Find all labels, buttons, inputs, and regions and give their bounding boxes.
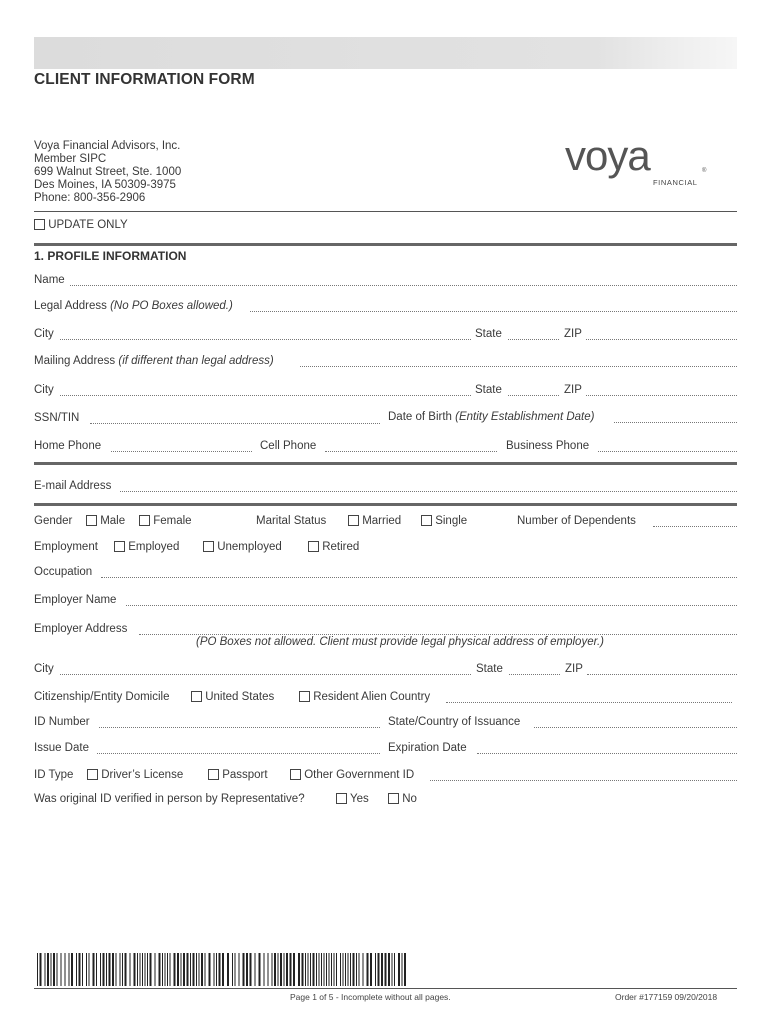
employer-address-field[interactable] (139, 634, 737, 635)
barcode-bar (381, 953, 383, 986)
occupation-field[interactable] (101, 577, 737, 578)
cell-phone-label: Cell Phone (260, 440, 317, 452)
barcode-bar (122, 953, 123, 986)
employed-checkbox[interactable] (114, 541, 125, 552)
section-title: 1. PROFILE INFORMATION (34, 249, 187, 263)
barcode-bar (239, 953, 240, 986)
page-title: CLIENT INFORMATION FORM (34, 71, 255, 88)
married-checkbox[interactable] (348, 515, 359, 526)
barcode-bar (310, 953, 311, 986)
barcode-bar (259, 953, 261, 986)
barcode-bar (61, 953, 62, 986)
passport-checkbox[interactable] (208, 769, 219, 780)
barcode-bar (378, 953, 380, 986)
barcode-bar (112, 953, 114, 986)
barcode-bar (286, 953, 288, 986)
barcode-bar (142, 953, 143, 986)
barcode-bar (125, 953, 127, 986)
barcode-bar (345, 953, 346, 986)
footer-divider (34, 988, 737, 989)
barcode-bar (106, 953, 107, 986)
barcode-bar (93, 953, 95, 986)
issue-date-field[interactable] (97, 753, 380, 754)
dependents-label: Number of Dependents (517, 515, 636, 527)
logo-wordmark: voya (565, 132, 650, 179)
barcode-bar (177, 953, 179, 986)
barcode-bar (150, 953, 152, 986)
barcode-bar (388, 953, 390, 986)
other-id-option[interactable]: Other Government ID (290, 769, 414, 781)
legal-address-field[interactable] (250, 311, 737, 312)
barcode-bar (199, 953, 200, 986)
barcode-bar (324, 953, 325, 986)
marital-status-label: Marital Status (256, 515, 327, 527)
barcode-bar (392, 953, 393, 986)
cell-phone-field[interactable] (325, 451, 497, 452)
retired-checkbox[interactable] (308, 541, 319, 552)
barcode-bar (155, 953, 156, 986)
barcode-bar (331, 953, 332, 986)
barcode-bar (201, 953, 203, 986)
barcode-bar (404, 953, 406, 986)
state-label: State (475, 328, 502, 340)
employer-zip-label: ZIP (565, 663, 583, 675)
footer-page: Page 1 of 5 - Incomplete without all pages. (290, 992, 451, 1002)
barcode-bar (274, 953, 276, 986)
barcode-bar (209, 953, 211, 986)
dob-field[interactable] (614, 422, 737, 423)
barcode-bar (96, 953, 97, 986)
barcode-bar (375, 953, 376, 986)
section-divider (34, 243, 737, 246)
barcode-bar (222, 953, 224, 986)
barcode-bar (103, 953, 105, 986)
issuance-field[interactable] (534, 727, 737, 728)
update-only-label: UPDATE ONLY (48, 219, 128, 231)
barcode-bar (313, 953, 315, 986)
barcode-bar (45, 953, 46, 986)
barcode-bar (145, 953, 146, 986)
barcode-bar (82, 953, 83, 986)
barcode (37, 953, 408, 986)
barcode-bar (394, 953, 395, 986)
gender-female-option[interactable]: Female (139, 515, 192, 527)
barcode-bar (37, 953, 38, 986)
barcode-bar (246, 953, 248, 986)
barcode-bar (159, 953, 161, 986)
dob-label: Date of Birth (Entity Establishment Date) (388, 411, 595, 423)
id-number-label: ID Number (34, 716, 90, 728)
employer-name-field[interactable] (126, 605, 737, 606)
barcode-bar (272, 953, 273, 986)
barcode-bar (356, 953, 357, 986)
home-phone-field[interactable] (111, 451, 252, 452)
verified-no-checkbox[interactable] (388, 793, 399, 804)
divider (34, 503, 737, 506)
employer-name-label: Employer Name (34, 594, 117, 606)
barcode-bar (343, 953, 344, 986)
barcode-bar (370, 953, 372, 986)
male-checkbox[interactable] (86, 515, 97, 526)
barcode-bar (305, 953, 306, 986)
other-id-field[interactable] (430, 780, 737, 781)
barcode-bar (109, 953, 111, 986)
barcode-bar (329, 953, 330, 986)
barcode-bar (167, 953, 168, 986)
legal-address-label: Legal Address (No PO Boxes allowed.) (34, 300, 233, 312)
logo-subtitle: FINANCIAL (653, 178, 698, 187)
barcode-bar (293, 953, 295, 986)
business-phone-label: Business Phone (506, 440, 590, 452)
barcode-bar (181, 953, 182, 986)
footer-order: Order #177159 09/20/2018 (615, 992, 718, 1002)
unemployed-checkbox[interactable] (203, 541, 214, 552)
zip-field[interactable] (586, 339, 737, 340)
barcode-bar (140, 953, 141, 986)
gender-label: Gender (34, 515, 73, 527)
barcode-bar (47, 953, 49, 986)
barcode-bar (219, 953, 221, 986)
married-option[interactable]: Married (348, 515, 401, 527)
barcode-bar (326, 953, 327, 986)
mailing-city-label: City (34, 384, 54, 396)
barcode-bar (134, 953, 136, 986)
barcode-bar (367, 953, 369, 986)
barcode-bar (290, 953, 292, 986)
id-number-field[interactable] (99, 727, 380, 728)
ssn-label: SSN/TIN (34, 412, 80, 424)
city-field[interactable] (60, 339, 471, 340)
barcode-bar (65, 953, 66, 986)
barcode-bar (216, 953, 217, 986)
company-phone: Phone: 800-356-2906 (34, 192, 146, 204)
barcode-bar (53, 953, 55, 986)
barcode-bar (79, 953, 81, 986)
barcode-bar (363, 953, 364, 986)
zip-label: ZIP (564, 328, 582, 340)
barcode-bar (280, 953, 282, 986)
barcode-bar (190, 953, 191, 986)
barcode-bar (264, 953, 265, 986)
company-city: Des Moines, IA 50309-3975 (34, 179, 176, 191)
barcode-bar (57, 953, 58, 986)
employer-state-field[interactable] (509, 674, 560, 675)
barcode-bar (398, 953, 400, 986)
other-id-checkbox[interactable] (290, 769, 301, 780)
barcode-bar (350, 953, 351, 986)
registered-mark-icon: ® (702, 168, 707, 174)
home-phone-label: Home Phone (34, 440, 102, 452)
barcode-bar (69, 953, 70, 986)
barcode-bar (130, 953, 131, 986)
barcode-bar (116, 953, 117, 986)
barcode-bar (334, 953, 335, 986)
barcode-bar (298, 953, 300, 986)
drivers-license-option[interactable]: Driver’s License (87, 769, 183, 781)
business-phone-field[interactable] (598, 451, 737, 452)
citizenship-label: Citizenship/Entity Domicile (34, 691, 170, 703)
barcode-bar (120, 953, 121, 986)
barcode-bar (205, 953, 206, 986)
resident-alien-checkbox[interactable] (299, 691, 310, 702)
barcode-bar (187, 953, 189, 986)
mailing-address-field[interactable] (300, 366, 737, 367)
barcode-bar (89, 953, 90, 986)
barcode-bar (402, 953, 403, 986)
barcode-bar (147, 953, 148, 986)
barcode-bar (137, 953, 138, 986)
barcode-bar (348, 953, 349, 986)
barcode-bar (316, 953, 317, 986)
employed-option[interactable]: Employed (114, 541, 179, 553)
email-field[interactable] (120, 491, 737, 492)
expiration-date-label: Expiration Date (388, 742, 467, 754)
dependents-field[interactable] (653, 526, 737, 527)
barcode-bar (340, 953, 341, 986)
verified-yes-checkbox[interactable] (336, 793, 347, 804)
barcode-bar (359, 953, 360, 986)
employment-label: Employment (34, 541, 98, 553)
barcode-bar (243, 953, 245, 986)
barcode-bar (235, 953, 236, 986)
mailing-city-field[interactable] (60, 395, 471, 396)
barcode-bar (51, 953, 52, 986)
mailing-zip-field[interactable] (586, 395, 737, 396)
employer-city-label: City (34, 663, 54, 675)
single-checkbox[interactable] (421, 515, 432, 526)
company-member: Member SIPC (34, 153, 107, 165)
verified-label: Was original ID verified in person by Representative? (34, 793, 305, 805)
employer-address-label: Employer Address (34, 623, 128, 635)
issue-date-label: Issue Date (34, 742, 89, 754)
voya-logo (565, 132, 725, 188)
employer-address-note: (PO Boxes not allowed. Client must provide legal physical address of employer.) (196, 636, 605, 648)
barcode-bar (336, 953, 337, 986)
barcode-bar (321, 953, 322, 986)
barcode-bar (76, 953, 77, 986)
name-label: Name (34, 274, 65, 286)
barcode-bar (71, 953, 73, 986)
barcode-bar (193, 953, 195, 986)
drivers-license-checkbox[interactable] (87, 769, 98, 780)
gender-male-option[interactable]: Male (86, 515, 125, 527)
barcode-bar (268, 953, 269, 986)
company-street: 699 Walnut Street, Ste. 1000 (34, 166, 182, 178)
resident-alien-country-field[interactable] (446, 702, 732, 703)
female-checkbox[interactable] (139, 515, 150, 526)
barcode-bar (353, 953, 355, 986)
expiration-date-field[interactable] (477, 753, 737, 754)
passport-option[interactable]: Passport (208, 769, 268, 781)
id-type-label: ID Type (34, 769, 74, 781)
barcode-bar (284, 953, 285, 986)
employer-state-label: State (476, 663, 503, 675)
barcode-bar (250, 953, 252, 986)
barcode-bar (165, 953, 166, 986)
barcode-bar (227, 953, 229, 986)
barcode-bar (183, 953, 185, 986)
barcode-bar (319, 953, 320, 986)
email-label: E-mail Address (34, 480, 112, 492)
company-name: Voya Financial Advisors, Inc. (34, 140, 181, 152)
occupation-label: Occupation (34, 566, 93, 578)
issuance-label: State/Country of Issuance (388, 716, 521, 728)
barcode-bar (170, 953, 171, 986)
verified-no-option[interactable]: No (388, 793, 417, 805)
retired-option[interactable]: Retired (308, 541, 359, 553)
unemployed-option[interactable]: Unemployed (203, 541, 282, 553)
resident-alien-option[interactable]: Resident Alien Country (299, 691, 430, 703)
barcode-bar (278, 953, 279, 986)
update-only-checkbox[interactable] (34, 219, 45, 230)
barcode-bar (308, 953, 309, 986)
ssn-field[interactable] (90, 423, 380, 424)
barcode-bar (302, 953, 304, 986)
divider (34, 462, 737, 465)
name-field[interactable] (70, 285, 737, 286)
update-only-option[interactable] (34, 219, 128, 231)
barcode-bar (100, 953, 101, 986)
mailing-state-field[interactable] (508, 395, 559, 396)
single-option[interactable]: Single (421, 515, 467, 527)
verified-yes-option[interactable]: Yes (336, 793, 369, 805)
employer-zip-field[interactable] (587, 674, 737, 675)
united-states-checkbox[interactable] (191, 691, 202, 702)
mailing-zip-label: ZIP (564, 384, 582, 396)
employer-city-field[interactable] (60, 674, 471, 675)
header-banner (34, 37, 737, 69)
barcode-bar (162, 953, 163, 986)
barcode-bar (255, 953, 256, 986)
barcode-bar (232, 953, 233, 986)
united-states-option[interactable]: United States (191, 691, 274, 703)
company-address (34, 140, 181, 205)
barcode-bar (214, 953, 215, 986)
divider (34, 211, 737, 212)
barcode-bar (196, 953, 197, 986)
mailing-address-label: Mailing Address (if different than legal address) (34, 355, 274, 367)
mailing-state-label: State (475, 384, 502, 396)
barcode-bar (86, 953, 87, 986)
barcode-bar (40, 953, 42, 986)
barcode-bar (385, 953, 387, 986)
barcode-bar (174, 953, 176, 986)
city-label: City (34, 328, 54, 340)
state-field[interactable] (508, 339, 559, 340)
